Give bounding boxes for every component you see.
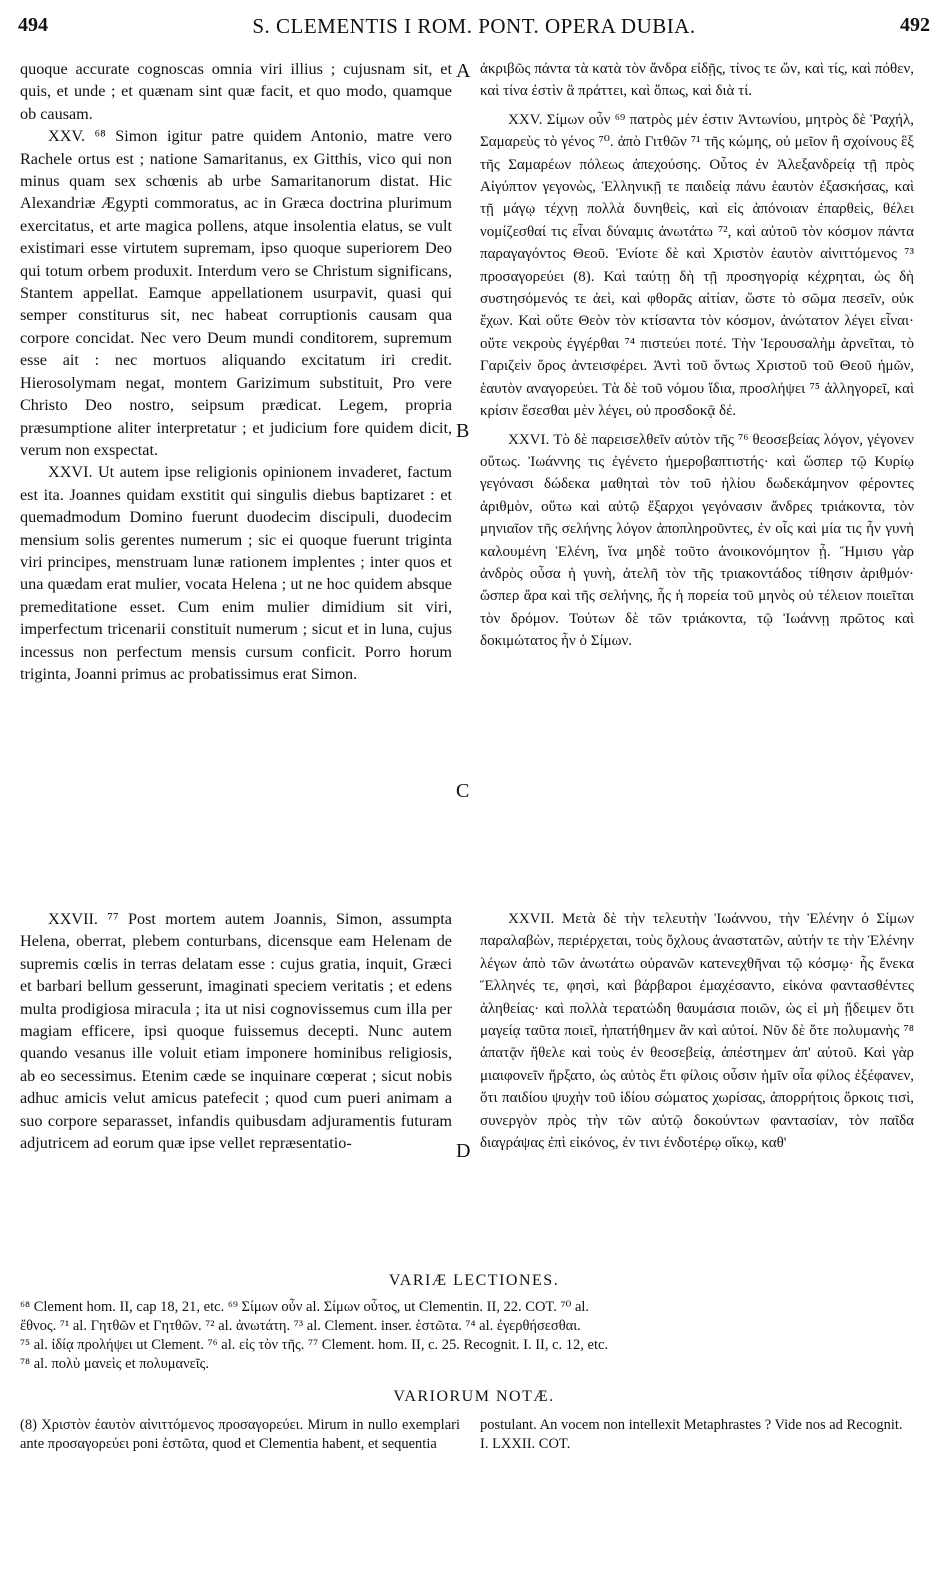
variae-line: ⁶⁸ Clement hom. II, cap 18, 21, etc. ⁶⁹ Σίμων οὖν al. Σίμων οὗτος, ut Clementin. II, 22. COT. ⁷⁰ al. bbox=[20, 1299, 590, 1315]
greek-column bbox=[480, 58, 914, 653]
margin-mark-a: A bbox=[456, 60, 471, 82]
page-number-right: 492 bbox=[900, 14, 930, 36]
latin-paragraph-xxv: XXV. ⁶⁸ Simon igitur patre quidem Antonio, matre vero Rachele ortus est ; natione Samaritanus, ex Gitthis, vico qui non minus quam sex schœnis ab urbe Samaritanorum distat. Hic Alexandriæ Ægypti commoratus, ac in Græca doctrina plurimum exercitatus, et arte magica pollens, atque insolentia elatus, se vult existimari esse virtutem supremam, ipso quoque superiorem Deo qui totum orbem produxit. Interdum vero se Christum significans, Stantem appellat. Eamque appellationem usurpavit, quasi qui semper constiturus sit, nec habeat corruptionis causam qua corpore concidat. Nec vero Deum mundi conditorem, supremum esse ait : nec mortuos aliquando excitatum iri credit. Hierosolymam negat, montem Garizimum substituit, Pro vere Christo Deo nostro, seipsum prædicat. Legem, propria præsumptione aliter interpretatur ; et judicium fore quidem dicit, verum non exspectat. bbox=[20, 127, 452, 459]
running-title: S. CLEMENTIS I ROM. PONT. OPERA DUBIA. bbox=[252, 14, 696, 38]
variorum-note-right: postulant. An vocem non intellexit Metaphrastes ? Vide nos ad Recognit. I. LXXII. COT. bbox=[480, 1417, 903, 1452]
margin-mark-c: C bbox=[456, 780, 470, 802]
variae-lectiones bbox=[20, 1298, 932, 1374]
margin-mark-b: B bbox=[456, 420, 470, 442]
greek-paragraph-xxvi: XXVI. Τὸ δὲ παρεισελθεῖν αὐτὸν τῆς ⁷⁶ θεοσεβείας λόγον, γέγονεν οὕτως. Ἰωάννης τις ἐγένετο ἡμεροβαπτιστής· καὶ ὥσπερ τῷ Κυρίῳ γεγόνασι δώδεκα μαθηταὶ τὸν τοῦ ἡλίου δωδεκάμηνον φέροντες ἀριθμὸν, οὕτω καὶ αὐτῷ ἔξαρχοι γεγόνασιν ἄνδρες τριάκοντα, τὸν μηνιαῖον τῆς σελήνης λόγον ἀποπληροῦντες, ἐν οἷς καὶ μία τις ἦν γυνὴ καλουμένη Ἑλένη, ἵνα μηδὲ τοῦτο ἀνοικονόμητον ᾖ. Ἥμισυ γὰρ ἀνδρὸς οὖσα ἡ γυνὴ, ἀτελῆ τὸν τῆς τριακοντάδος τίθησιν ἀριθμόν· ὥσπερ ἄρα καὶ τῆς σελήνης, ἧς ἡ πορεία τοῦ μηνὸς οὐ τέλειον ποιεῖται τὸν δρόμον. Τούτων δὲ τῶν τριάκοντα, τῷ Ἰωάννῃ πρῶτος καὶ δοκιμώτατος ἦν ὁ Σίμων. bbox=[480, 431, 914, 650]
variae-line: ἔθνος. ⁷¹ al. Γητθῶν et Γητθῶν. ⁷² al. ἀνωτάτη. ⁷³ al. Clement. inser. ἑστῶτα. ⁷⁴ al. ἐγερθήσεσθαι. bbox=[20, 1318, 581, 1334]
latin-column-lower bbox=[20, 908, 452, 1154]
latin-paragraph-intro: quoque accurate cognoscas omnia viri illius ; cujusnam sit, et quis, et unde ; et quænam sint quæ facit, et quo modo, quamque ob causam. bbox=[20, 60, 452, 123]
latin-column bbox=[20, 58, 452, 685]
latin-paragraph-xxvi: XXVI. Ut autem ipse religionis opinionem invaderet, factum est ita. Joannes quidam exstitit qui singulis diebus baptizaret : et quemadmodum Domino fuerunt duodecim discipuli, duodecim mensium solis gerentes numerum ; sic ei quoque fuerunt triginta viri principes, menstruam lunæ rationem implentes ; inter quos et una quædam erat mulier, vocata Helena ; ut ne hoc quidem absque premeditatione esset. Cum enim mulier dimidium sit viri, imperfectum tricenarii constituit numerum ; sicut et in luna, cujus incessus non perfectum mensis cursum conficit. Porro horum triginta, Joanni primus ac probatissimus erat Simon. bbox=[20, 463, 452, 683]
latin-paragraph-xxvii: XXVII. ⁷⁷ Post mortem autem Joannis, Simon, assumpta Helena, oberrat, plebem conturbans, dicensque eam Helenam de supremis cœlis in terras delatam esse : cujus gratia, inquit, Græci et barbari bellum gesserunt, imaginati speciem veritatis ; et edens multa prodigiosa miracula ; ita ut nisi cognovissemus cum illa per magiam efficere, ipsi quoque fuissemus decepti. Nunc autem quando vesanus ille voluit etiam imponere hominibus religiosis, ab eo secessimus. Etenim cæde se inquinare cœperat ; sicut nobis adhuc amicis velut amicus patefecit ; quod cum pueri animam a suo corpore separasset, infandis quibusdam adjuramentis futuram adjutricem ad eorum quæ ipse vellet repræsentatio- bbox=[20, 910, 452, 1153]
greek-paragraph-xxv: XXV. Σίμων οὖν ⁶⁹ πατρὸς μέν ἐστιν Ἀντωνίου, μητρὸς δὲ Ῥαχήλ, Σαμαρεὺς τὸ γένος ⁷⁰. ἀπὸ Γιτθῶν ⁷¹ τῆς κώμης, οὐ μεῖον ἢ σχοίνους ἓξ τῆς Σαμαρέων πόλεως ἀπεχούσης. Οὗτος ἐν Ἀλεξανδρείᾳ τῇ πρὸς Αἰγύπτον γεγονὼς, Ἑλληνικῇ τε παιδείᾳ πάνυ ἑαυτὸν ἐξασκήσας, καὶ τῇ μάγῳ τέχνῃ πολλὰ δυνηθεὶς, καὶ εἰς ἀπόνοιαν ἐπαρθεὶς, θέλει νομίζεσθαί τις εἶναι δύναμις ἀνωτάτω ⁷², καὶ αὐτοῦ τὸν κόσμον πάντα παραγαγόντος Θεοῦ. Ἐνίοτε δὲ καὶ Χριστὸν ἑαυτὸν αἰνιττόμενος ⁷³ προσαγορεύει (8). Καὶ ταύτῃ δὴ τῇ προσηγορίᾳ κέχρηται, ὡς δὴ συστησόμενός τε ἀεὶ, καὶ φθορᾶς αἰτίαν, ὥστε τὸ σῶμα πεσεῖν, οὐκ ἔχων. Καὶ οὔτε Θεὸν τὸν κτίσαντα τὸν κόσμον, ἀνώτατον λέγει εἶναι· οὔτε νεκροὺς ἐγγέρθαι ⁷⁴ πιστεύει ποτέ. Τὴν Ἱερουσαλὴμ ἀρνεῖται, τὸ Γαριζεὶν ὄρος ἀντεισφέρει. Ἀντὶ τοῦ ὄντως Χριστοῦ τοῦ Θεοῦ ἡμῶν, ἑαυτὸν αναγορεύει. Τὰ δὲ τοῦ νόμου ἴδια, προσλήψει ⁷⁵ ἀλληγορεῖ, καὶ κρίσιν ἔσεσθαι μὲν λέγει, οὐ προσδοκᾷ δέ. bbox=[480, 111, 914, 420]
page-number-left: 494 bbox=[18, 14, 48, 36]
margin-mark-d: D bbox=[456, 1140, 471, 1162]
greek-paragraph-intro: ἀκριβῶς πάντα τὰ κατὰ τὸν ἄνδρα εἰδῇς, τίνος τε ὤν, καὶ τίς, καὶ πόθεν, καὶ τίνα ἐστὶν ἃ πράττει, καὶ ὅπως, καὶ διὰ τί. bbox=[480, 61, 914, 100]
greek-column-lower bbox=[480, 908, 914, 1154]
variorum-notae-heading: VARIORUM NOTÆ. bbox=[393, 1388, 555, 1405]
greek-paragraph-xxvii: XXVII. Μετὰ δὲ τὴν τελευτὴν Ἰωάννου, τὴν Ἑλένην ὁ Σίμων παραλαβὼν, περιέρχεται, τοὺς ὄχλους ἀναστατῶν, αὐτήν τε τὴν Ἑλένην λέγων ἀπὸ τῶν ἀνωτάτω οὐρανῶν κατενεχθῆναι τῷ κόσμῳ· ἧς ἕνεκα Ἕλληνές τε, φησὶ, καὶ βάρβαροι ἐμαχέσαντο, εἰκόνα φαντασθέντες ἀληθείας· καὶ πολλὰ τερατώδη θαυμάσια ποιῶν, ὡς εἰ μὴ ᾔδειμεν ὅτι μαγείᾳ ταῦτα ποιεῖ, ἠπατήθημεν ἂν καὶ αὐτοί. Νῦν δὲ ὅτε πολυμανὴς ⁷⁸ ἀπατᾷν ἤθελε καὶ τοὺς ἐν θεοσεβείᾳ, ἀπέστημεν ἀπ' αὐτοῦ. Καὶ γὰρ μιαιφονεῖν ἤρξατο, ὡς αὐτὸς ἔτι φίλοις οὖσιν ἡμῖν οἷα φίλος ἐξέφανεν, ὅτι παιδίου ψυχὴν τοῦ ἰδίου σώματος χωρίσας, ἀπορρήτοις ὅρκοις τισὶ, συνεργὸν πρὸς τὴν τῶν αὐτῷ δοκούντων φαντασίαν, τὸν παῖδα διαγράψας ἐπὶ εἰκόνος, ἐν τινι ἐνδοτέρῳ οἴκῳ, καθ' bbox=[480, 911, 914, 1152]
variae-line: ⁷⁵ al. ἰδίᾳ προλήψει ut Clement. ⁷⁶ al. εἰς τὸν τῆς. ⁷⁷ Clement. hom. II, c. 25. Recognit. I. II, c. 12, etc. bbox=[20, 1337, 609, 1353]
variorum-note-left: (8) Χριστὸν ἑαυτὸν αἰνιττόμενος προσαγορεύει. Mirum in nullo exemplari ante προσαγορεύει poni ἑστῶτα, quod et Clementia habent, et sequentia bbox=[20, 1417, 460, 1452]
variae-line: ⁷⁸ al. πολὺ μανεὶς et πολυμανεῖς. bbox=[20, 1356, 210, 1372]
page-header bbox=[18, 14, 930, 44]
variae-lectiones-heading: VARIÆ LECTIONES. bbox=[388, 1272, 560, 1289]
